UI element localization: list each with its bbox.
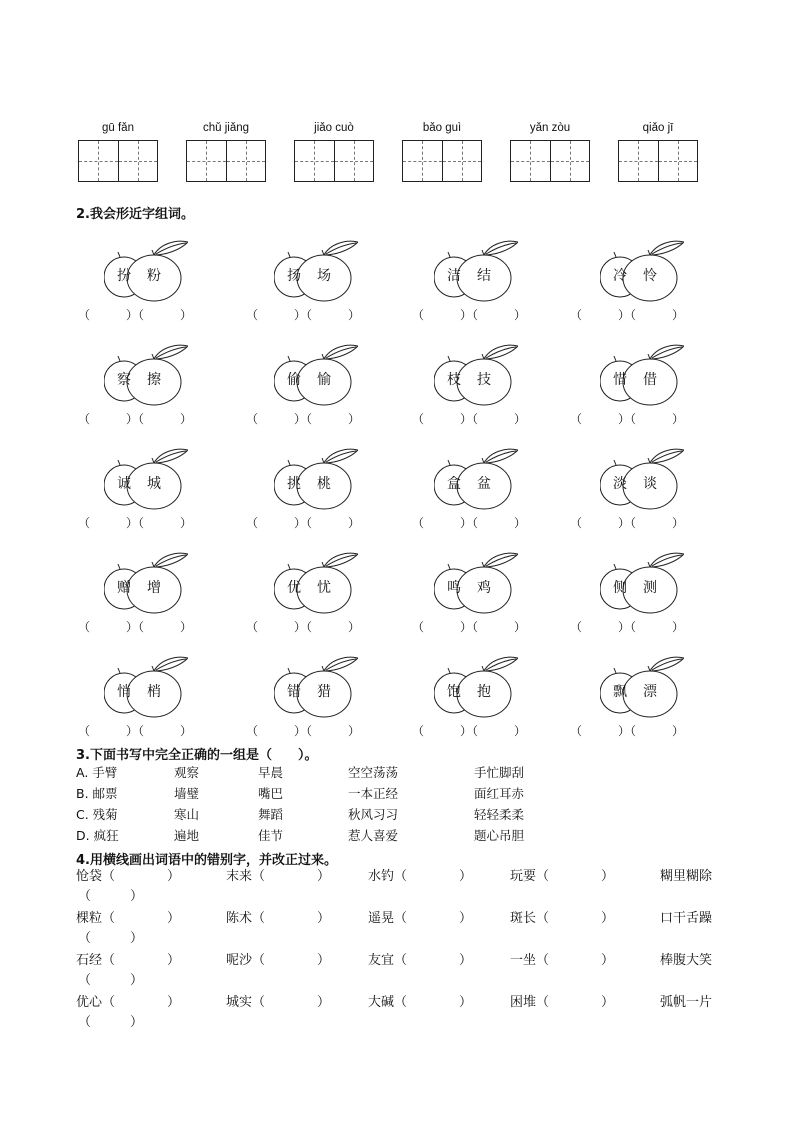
fruit-pair [104,448,188,508]
choice-word: 一本正经 [348,786,399,801]
choice-word: 手忙脚刮 [474,765,525,780]
answer-blank[interactable]: （ ）（ ） [78,308,193,322]
choice-label-word: B. 邮票 [76,786,118,801]
right-character: 结 [477,268,491,284]
typo-word: 口干舌躁 [660,911,713,926]
pinyin-text: yǎn zòu [529,122,571,134]
pinyin-text: gū fǎn [102,122,134,134]
typo-item [660,868,712,886]
choice-word: 空空荡荡 [348,765,399,780]
left-character: 鸣 [447,580,461,596]
typo-word: 斑长 [510,911,537,926]
left-character: 淡 [613,476,627,492]
answer-blank[interactable]: （ ）（ ） [570,308,685,322]
grid-cell[interactable] [334,141,374,181]
typo-item [510,910,614,928]
typo-word: 玩要 [510,869,537,884]
fruit-pair [274,240,358,300]
pinyin-text: chǔ jiǎng [202,122,250,134]
right-character: 忧 [317,580,331,596]
left-character: 枝 [447,372,461,388]
typo-item [226,952,330,970]
right-character: 增 [147,580,161,596]
answer-blank[interactable]: （ ）（ ） [246,308,361,322]
typo-item [76,952,180,970]
correction-blank[interactable]: （ ） [394,869,473,884]
grid-cell[interactable] [226,141,266,181]
answer-blank[interactable]: （ ）（ ） [246,620,361,634]
choice-row[interactable] [76,763,716,783]
correction-blank-wrapped[interactable]: （ ） [78,1015,144,1030]
typo-word: 城实 [226,995,253,1010]
correction-blank[interactable]: （ ） [102,911,181,926]
right-character: 抱 [477,684,491,700]
grid-cell[interactable] [511,141,550,181]
pinyin-text: bǎo guì [422,122,462,134]
pinyin-text: jiǎo cuò [314,122,354,134]
typo-item [660,994,712,1012]
typo-word: 弧帆一片 [660,995,713,1010]
fruit-pair [104,344,188,404]
writing-grid[interactable] [402,140,482,182]
answer-blank[interactable]: （ ）（ ） [412,724,527,738]
typo-word: 末来 [226,869,253,884]
right-character: 猎 [317,684,331,700]
right-character: 鸡 [477,580,491,596]
choice-label-word: A. 手臂 [76,765,118,780]
typo-item [76,910,180,928]
fruit-pair [274,552,358,612]
section-4-title: 4.用横线画出词语中的错别字，并改正过来。 [76,853,337,868]
typo-item [510,868,614,886]
section-2-title: 2.我会形近字组词。 [76,207,194,222]
answer-blank[interactable]: （ ）（ ） [570,516,685,530]
typo-word: 一坐 [510,953,537,968]
pinyin-item [618,120,698,182]
grid-cell[interactable] [619,141,658,181]
left-character: 洁 [447,268,461,284]
right-character: 盆 [477,476,491,492]
answer-blank[interactable]: （ ）（ ） [570,412,685,426]
typo-item [76,994,180,1012]
typo-item [368,994,472,1012]
correction-blank[interactable]: （ ） [394,953,473,968]
typo-item [226,910,330,928]
fruit-pair [104,552,188,612]
left-character: 飘 [613,684,627,700]
choice-word: 遍地 [174,828,200,843]
writing-grid[interactable] [294,140,374,182]
typo-item [368,868,472,886]
fruit-pair [104,240,188,300]
answer-blank[interactable]: （ ）（ ） [412,516,527,530]
typo-word: 大碱 [368,995,395,1010]
choice-word: 佳节 [258,828,284,843]
correction-blank-wrapped[interactable]: （ ） [78,931,144,946]
writing-grid[interactable] [618,140,698,182]
answer-blank[interactable]: （ ）（ ） [78,412,193,426]
writing-grid[interactable] [78,140,158,182]
typo-item [226,868,330,886]
correction-blank-wrapped[interactable]: （ ） [78,889,144,904]
right-character: 粉 [147,268,161,284]
fruit-pair [274,448,358,508]
right-character: 谈 [643,476,657,492]
left-character: 偷 [287,372,301,388]
fruit-pair [104,656,188,716]
fruit-pair [274,656,358,716]
grid-cell[interactable] [403,141,442,181]
typo-word: 怆袋 [76,869,103,884]
grid-cell[interactable] [79,141,118,181]
pinyin-item [78,120,158,182]
choice-word: 面红耳赤 [474,786,525,801]
correction-blank[interactable]: （ ） [252,995,331,1010]
right-character: 愉 [317,372,331,388]
right-character: 技 [477,372,491,388]
choice-word: 嘴巴 [258,786,284,801]
left-character: 挑 [287,476,301,492]
writing-grid[interactable] [510,140,590,182]
left-character: 饱 [447,684,461,700]
grid-cell[interactable] [442,141,482,181]
typo-item [510,952,614,970]
pinyin-text: qiǎo jī [642,122,674,134]
answer-blank[interactable]: （ ）（ ） [78,724,193,738]
pinyin-item [402,120,482,182]
left-character: 侧 [613,580,627,596]
right-character: 漂 [643,684,657,700]
section-3-title: 3.下面书写中完全正确的一组是（ ）。 [76,748,318,763]
right-character: 怜 [643,268,657,284]
fruit-pair [600,344,684,404]
right-character: 梢 [147,684,161,700]
right-character: 擦 [147,372,161,388]
left-character: 察 [117,372,131,388]
correction-blank[interactable]: （ ） [102,995,181,1010]
right-character: 桃 [317,476,331,492]
left-character: 扮 [117,268,131,284]
typo-item [510,994,614,1012]
left-character: 盒 [447,476,461,492]
choice-label-word: D. 疯狂 [76,828,119,843]
left-character: 惜 [613,372,627,388]
fruit-pair [600,552,684,612]
typo-word: 优心 [76,995,103,1010]
choice-word: 早晨 [258,765,284,780]
typo-item [368,910,472,928]
typo-item [660,952,712,970]
fruit-pair [600,656,684,716]
typo-word: 石经 [76,953,103,968]
grid-cell[interactable] [550,141,590,181]
choice-row[interactable] [76,826,716,846]
typo-word: 陈术 [226,911,253,926]
answer-blank[interactable]: （ ）（ ） [246,412,361,426]
answer-blank[interactable]: （ ）（ ） [570,724,685,738]
typo-word: 遥晃 [368,911,395,926]
choice-row[interactable] [76,784,716,804]
left-character: 赠 [117,580,131,596]
choice-word: 舞蹈 [258,807,284,822]
pinyin-item [186,120,266,182]
pinyin-item [510,120,590,182]
correction-blank[interactable]: （ ） [252,953,331,968]
choice-word: 惹人喜爱 [348,828,399,843]
typo-item [226,994,330,1012]
fruit-pair [434,656,518,716]
left-character: 悄 [117,684,131,700]
correction-blank[interactable]: （ ） [536,995,615,1010]
typo-word: 棒腹大笑 [660,953,713,968]
typo-word: 友宜 [368,953,395,968]
typo-word: 困堆 [510,995,537,1010]
correction-blank[interactable]: （ ） [394,995,473,1010]
answer-blank[interactable]: （ ）（ ） [412,412,527,426]
grid-cell[interactable] [187,141,226,181]
choice-label-word: C. 残菊 [76,807,118,822]
typo-word: 呢沙 [226,953,253,968]
typo-item [660,910,712,928]
left-character: 冷 [613,268,627,284]
typo-item [368,952,472,970]
left-character: 优 [287,580,301,596]
right-character: 场 [317,268,331,284]
fruit-pair [434,344,518,404]
answer-blank[interactable]: （ ）（ ） [570,620,685,634]
correction-blank[interactable]: （ ） [536,869,615,884]
choice-word: 题心吊胆 [474,828,525,843]
writing-grid[interactable] [186,140,266,182]
fruit-pair [434,448,518,508]
choice-word: 墙璧 [174,786,200,801]
fruit-pair [274,344,358,404]
answer-blank[interactable]: （ ）（ ） [246,724,361,738]
fruit-pair [600,448,684,508]
answer-blank[interactable]: （ ）（ ） [412,620,527,634]
right-character: 城 [147,476,161,492]
correction-blank[interactable]: （ ） [102,953,181,968]
choice-word: 轻轻柔柔 [474,807,525,822]
answer-blank[interactable]: （ ）（ ） [246,516,361,530]
fruit-pair [600,240,684,300]
fruit-pair [434,240,518,300]
fruit-pair [434,552,518,612]
choice-word: 观察 [174,765,200,780]
answer-blank[interactable]: （ ）（ ） [78,620,193,634]
correction-blank[interactable]: （ ） [536,911,615,926]
correction-blank[interactable]: （ ） [102,869,181,884]
answer-blank[interactable]: （ ）（ ） [412,308,527,322]
typo-word: 棵粒 [76,911,103,926]
left-character: 扬 [287,268,301,284]
grid-cell[interactable] [658,141,698,181]
right-character: 测 [643,580,657,596]
grid-cell[interactable] [295,141,334,181]
correction-blank-wrapped[interactable]: （ ） [78,973,144,988]
correction-blank[interactable]: （ ） [536,953,615,968]
choice-row[interactable] [76,805,716,825]
choice-word: 秋风习习 [348,807,399,822]
left-character: 错 [287,684,301,700]
correction-blank[interactable]: （ ） [252,869,331,884]
correction-blank[interactable]: （ ） [252,911,331,926]
left-character: 诚 [117,476,131,492]
right-character: 借 [643,372,657,388]
correction-blank[interactable]: （ ） [394,911,473,926]
typo-word: 水钓 [368,869,395,884]
typo-item [76,868,180,886]
grid-cell[interactable] [118,141,158,181]
answer-blank[interactable]: （ ）（ ） [78,516,193,530]
typo-word: 糊里糊除 [660,869,713,884]
pinyin-item [294,120,374,182]
choice-word: 寒山 [174,807,200,822]
